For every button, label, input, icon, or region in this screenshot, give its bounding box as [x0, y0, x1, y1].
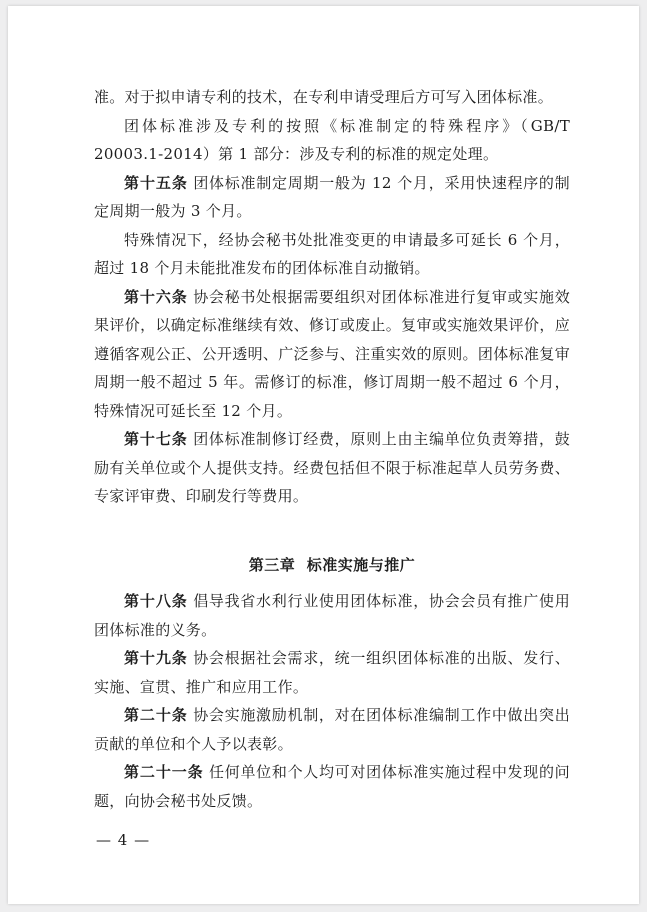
article-15 — [94, 169, 570, 226]
paragraph-text: 团体标准涉及专利的按照《标准制定的特殊程序》（GB/T 20003.1-2014）第 1 部分：涉及专利的标准的规定处理。 — [94, 116, 570, 163]
article-number: 第十六条 — [124, 287, 188, 306]
paragraph-text: 准。对于拟申请专利的技术，在专利申请受理后方可写入团体标准。 — [94, 88, 554, 106]
article-19 — [94, 644, 570, 701]
page-body — [94, 83, 570, 815]
page-number: — 4 — — [96, 831, 151, 849]
article-17 — [94, 425, 570, 511]
article-number: 第十八条 — [124, 592, 188, 610]
article-20 — [94, 701, 570, 758]
article-number: 第二十一条 — [124, 763, 204, 781]
article-text: 团体标准制定周期一般为 12 个月，采用快速程序的制定周期一般为 3 个月。 — [94, 173, 570, 220]
chapter-title: 第三章 标准实施与推广 — [248, 555, 416, 574]
article-text: 协会实施激励机制，对在团体标准编制工作中做出突出贡献的单位和个人予以表彰。 — [94, 706, 571, 753]
article-21 — [94, 758, 570, 815]
paragraph-text: 特殊情况下，经协会秘书处批准变更的申请最多可延长 6 个月，超过 18 个月未能批准发布的团体标准自动撤销。 — [94, 230, 570, 277]
article-text: 团体标准制修订经费，原则上由主编单位负责筹措，鼓励有关单位或个人提供支持。经费包括但不限于标准起草人员劳务费、专家评审费、印刷发行等费用。 — [94, 430, 571, 505]
chapter-heading — [94, 551, 570, 580]
article-text: 协会根据社会需求，统一组织团体标准的出版、发行、实施、宣贯、推广和应用工作。 — [94, 649, 571, 696]
article-number: 第二十条 — [124, 706, 188, 724]
article-text: 协会秘书处根据需要组织对团体标准进行复审或实施效果评价，以确定标准继续有效、修订或废止。复审或实施效果评价，应遵循客观公正、公开透明、广泛参与、注重实效的原则。团体标准复审周期一般不超过 5 年。需修订的标准，修订周期一般不超过 6 个月，特殊情况可延长至 12 个月。 — [94, 287, 571, 420]
article-number: 第十九条 — [124, 649, 188, 667]
paragraph-patent-procedure — [94, 112, 570, 169]
article-number: 第十五条 — [124, 173, 188, 192]
article-16 — [94, 283, 570, 426]
article-number: 第十七条 — [124, 430, 188, 448]
document-page — [8, 6, 639, 904]
article-text: 任何单位和个人均可对团体标准实施过程中发现的问题，向协会秘书处反馈。 — [94, 763, 570, 810]
article-18 — [94, 587, 570, 644]
paragraph-extension — [94, 226, 570, 283]
paragraph-continued — [94, 83, 570, 112]
article-text: 倡导我省水利行业使用团体标准，协会会员有推广使用团体标准的义务。 — [94, 592, 571, 639]
